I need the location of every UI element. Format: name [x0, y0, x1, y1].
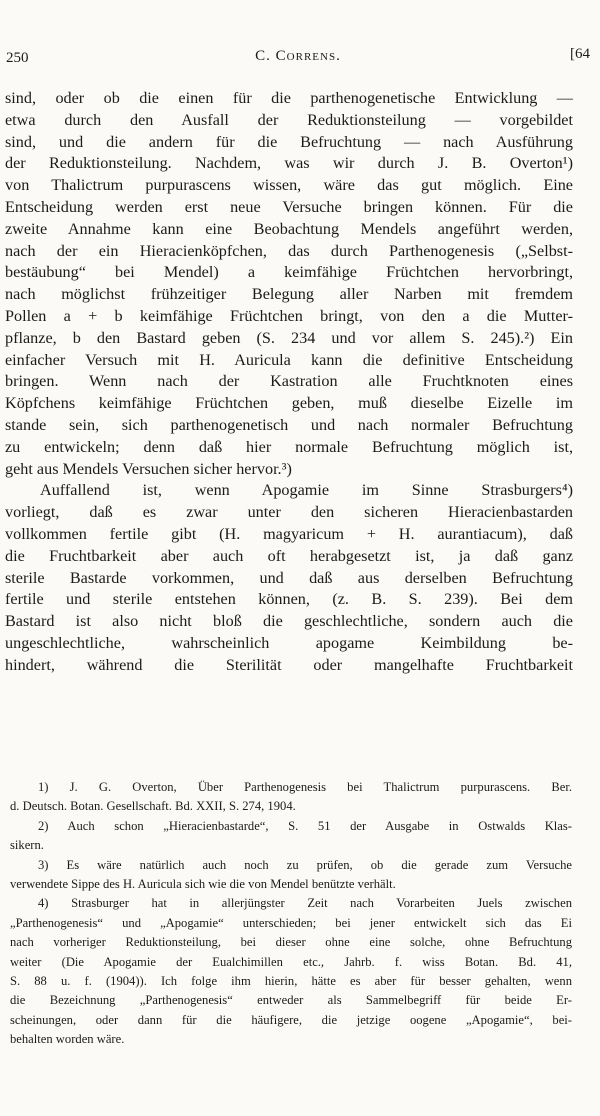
- text-line: Auffallend ist, wenn Apogamie im Sinne Strasburgers⁴): [40, 481, 573, 500]
- text-line: zweite Annahme kann eine Beobachtung Mendels angeführt werden,: [5, 219, 573, 238]
- text-line: geht aus Mendels Versuchen sicher hervor.³): [5, 459, 292, 478]
- text-line: bestäubung“ bei Mendel) a keimfähige Früchtchen hervorbringt,: [5, 263, 573, 282]
- footnote-line: verwendete Sippe des H. Auricula sich wie die von Mendel benützte verhält.: [10, 877, 396, 892]
- text-line: vorliegt, daß es zwar unter den sicheren Hieracienbastarden: [5, 503, 573, 522]
- footnote-line: behalten worden wäre.: [10, 1032, 125, 1047]
- text-line: stande sein, sich parthenogenetisch und nach normaler Befruchtung: [5, 415, 573, 434]
- text-line: einfacher Versuch mit H. Auricula kann die definitive Entscheidung: [5, 350, 573, 369]
- text-line: von Thalictrum purpurascens wissen, wäre das gut möglich. Eine: [5, 176, 573, 195]
- text-line: Köpfchens keimfähige Früchtchen geben, muß dieselbe Eizelle im: [5, 394, 573, 413]
- text-line: hindert, während die Sterilität oder mangelhafte Fruchtbarkeit: [5, 655, 573, 674]
- text-line: Entscheidung werden erst neue Versuche bringen können. Für die: [5, 197, 573, 216]
- text-line: etwa durch den Ausfall der Reduktionsteilung — vorgebildet: [5, 110, 573, 129]
- text-line: nach der ein Hieracienköpfchen, das durch Parthenogenesis („Selbst-: [5, 241, 573, 260]
- footnote-line: nach vorheriger Reduktionsteilung, bei dieser ohne eine solche, ohne Befruchtung: [10, 935, 572, 950]
- footnote-line: weiter (Die Apogamie der Eualchimillen etc., Jahrb. f. wiss Botan. Bd. 41,: [10, 954, 572, 969]
- main-text: [5, 88, 573, 677]
- footnote-line: d. Deutsch. Botan. Gesellschaft. Bd. XXII, S. 274, 1904.: [10, 799, 296, 814]
- text-line: pflanze, b den Bastard geben (S. 234 und vor allem S. 245).²) Ein: [5, 328, 573, 347]
- footnote-line: 2) Auch schon „Hieracienbastarde“, S. 51 der Ausgabe in Ostwalds Klas-: [38, 818, 572, 833]
- footnote-line: sikern.: [10, 838, 44, 853]
- text-line: zu entwickeln; denn daß hier normale Befruchtung möglich ist,: [5, 437, 573, 456]
- footnote-line: S. 88 u. f. (1904)). Ich folge ihm hierin, hätte es aber für besser gehalten, wenn: [10, 974, 572, 989]
- page-header: [6, 44, 590, 68]
- text-line: sterile Bastarde vorkommen, und daß aus derselben Befruchtung: [5, 568, 573, 587]
- page-number: 250: [6, 50, 29, 66]
- running-title: C. Correns.: [255, 48, 341, 64]
- original-page-reference: [64: [570, 46, 590, 62]
- text-line: sind, und die andern für die Befruchtung — nach Ausführung: [5, 132, 573, 151]
- text-line: Bastard ist also nicht bloß die geschlechtliche, sondern auch die: [5, 612, 573, 631]
- text-line: der Reduktionsteilung. Nachdem, was wir durch J. B. Overton¹): [5, 154, 573, 173]
- footnote-line: 4) Strasburger hat in allerjüngster Zeit nach Vorarbeiten Juels zwischen: [38, 896, 572, 911]
- text-line: nach möglichst frühzeitiger Belegung aller Narben mit fremdem: [5, 285, 573, 304]
- footnote-line: „Parthenogenesis“ und „Apogamie“ unterschieden; bei jener entwickelt sich das Ei: [10, 915, 572, 930]
- text-line: Pollen a + b keimfähige Früchtchen bringt, von den a die Mutter-: [5, 306, 573, 325]
- text-line: fertile und sterile entstehen können, (z. B. S. 239). Bei dem: [5, 590, 573, 609]
- text-line: sind, oder ob die einen für die parthenogenetische Entwicklung —: [5, 89, 573, 107]
- footnotes: [10, 778, 572, 1050]
- text-line: bringen. Wenn nach der Kastration alle Fruchtknoten eines: [5, 372, 573, 391]
- footnote-line: 1) J. G. Overton, Über Parthenogenesis bei Thalictrum purpurascens. Ber.: [38, 780, 572, 794]
- footnote-line: 3) Es wäre natürlich auch noch zu prüfen, ob die gerade zum Versuche: [38, 857, 572, 872]
- text-line: ungeschlechtliche, wahrscheinlich apogame Keimbildung be-: [5, 633, 573, 652]
- text-line: vollkommen fertile gibt (H. magyaricum + H. aurantiacum), daß: [5, 524, 573, 543]
- text-line: die Fruchtbarkeit aber auch oft herabgesetzt ist, ja daß ganz: [5, 546, 573, 565]
- footnote-line: scheinungen, oder dann für die häufigere, die jetzige oogene „Apogamie“, bei-: [10, 1012, 572, 1027]
- footnote-line: die Bezeichnung „Parthenogenesis“ entweder als Sammelbegriff für beide Er-: [10, 993, 572, 1008]
